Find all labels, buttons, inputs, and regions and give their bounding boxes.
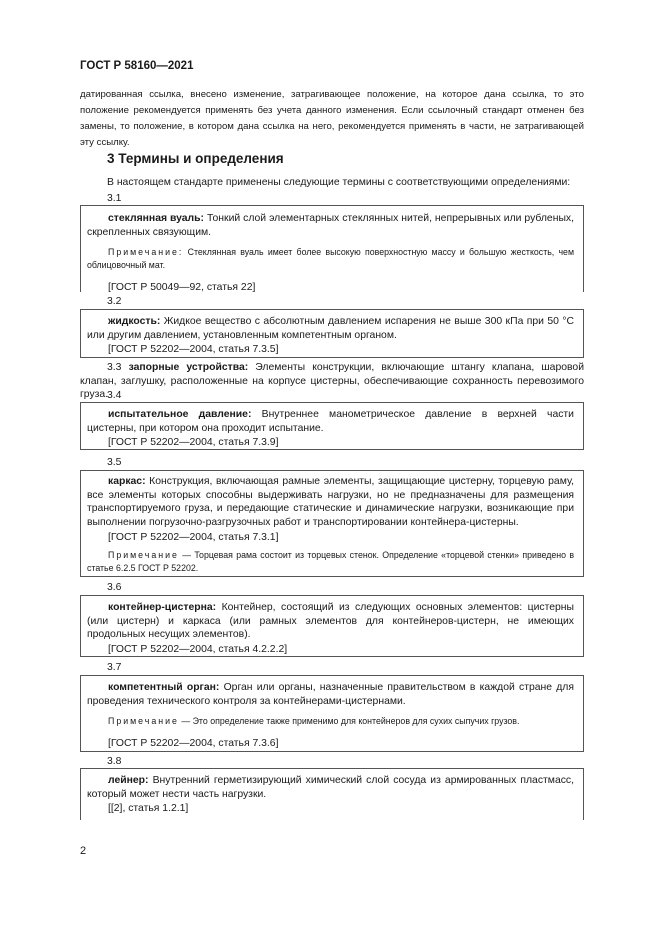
term-number: 3.7 xyxy=(107,662,122,673)
term-box-3-2 xyxy=(80,309,584,358)
term-name: компетентный орган: xyxy=(108,682,220,693)
note-label: Примечание xyxy=(108,716,179,726)
intro-paragraph: датированная ссылка, внесено изменение, затрагивающее положение, на которое дана ссылка, то это положение рекомендуется применять без учета данного изменения. Если ссылочный стандарт отменен без замены, то положение, в котором дана ссылка на него, рекомендуется применять в части, не затрагивающей эту ссылку. xyxy=(80,89,584,148)
note-label: Примечание: xyxy=(108,247,184,257)
definition-text: Жидкое вещество с абсолютным давлением испарения не выше 300 кПа при 50 °С или другим давлением, установленным компетентным органом. xyxy=(87,316,574,341)
term-source: [ГОСТ Р 52202—2004, статья 4.2.2.2] xyxy=(108,643,288,655)
term-3-3 xyxy=(80,361,584,402)
term-name: контейнер-цистерна: xyxy=(108,602,217,613)
term-definition xyxy=(87,601,574,642)
definition-text: Конструкция, включающая рамные элементы, защищающие цистерну, торцевую раму, все элементы которых способны выдерживать нагрузки, но не предназначены для размещения транспортируемого груза, и передающие статические и динамические нагрузки, возникающие при выполнении погрузочно-разгрузочных работ и транспортировании контейнера-цистерны. xyxy=(87,476,574,528)
definition-text: Внутренний герметизирующий химический слой сосуда из армированных пластмасс, который может нести часть нагрузки. xyxy=(87,775,574,800)
term-source: [ГОСТ Р 52202—2004, статья 7.3.1] xyxy=(108,532,279,543)
term-number: 3.2 xyxy=(107,296,122,307)
page-number: 2 xyxy=(80,845,87,857)
document-header: ГОСТ Р 58160—2021 xyxy=(80,60,194,72)
section-lead: В настоящем стандарте применены следующие термины с соответствующими определениями: xyxy=(107,177,571,188)
term-number: 3.5 xyxy=(107,457,122,468)
term-box-3-5 xyxy=(80,470,584,577)
term-number: 3.3 xyxy=(107,362,122,373)
term-box-3-4 xyxy=(80,402,584,450)
term-definition xyxy=(87,315,574,342)
term-definition xyxy=(87,681,574,708)
term-box-3-7 xyxy=(80,675,584,752)
term-name: лейнер: xyxy=(108,775,149,786)
term-name: каркас: xyxy=(108,476,146,487)
term-number: 3.8 xyxy=(107,756,122,767)
term-definition xyxy=(87,774,574,801)
term-source: [ГОСТ Р 50049—92, статья 22] xyxy=(108,282,256,293)
term-note xyxy=(87,246,574,272)
section-title: 3 Термины и определения xyxy=(107,151,284,166)
term-source: [ГОСТ Р 52202—2004, статья 7.3.6] xyxy=(108,738,279,749)
definition-text: Внутреннее манометрическое давление в верхней части цистерны, при котором она проходит испытание. xyxy=(87,409,574,434)
note-label: Примечание xyxy=(108,549,179,560)
term-box-3-1 xyxy=(80,205,584,292)
definition-text: Элементы конструкции, включающие штангу клапана, шаровой клапан, заглушку, расположенные на корпусе цистерны, обеспечивающие сохранность перевозимого груза. xyxy=(80,362,585,400)
term-box-3-8 xyxy=(80,768,584,820)
term-source: [[2], статья 1.2.1] xyxy=(108,803,189,814)
term-name: стеклянная вуаль: xyxy=(108,213,204,224)
definition-text: Орган или органы, назначенные правительством в каждой стране для проведения технического контроля за контейнерами-цистернами. xyxy=(87,682,574,707)
term-source: [ГОСТ Р 52202—2004, статья 7.3.5] xyxy=(108,344,279,355)
term-definition xyxy=(87,408,574,435)
note-text: — Торцевая рама состоит из торцевых стенок. Определение «торцевой стенки» приведено в статье 6.2.5 ГОСТ Р 52202. xyxy=(87,549,574,573)
term-name: запорные устройства: xyxy=(128,362,249,373)
term-source: [ГОСТ Р 52202—2004, статья 7.3.9] xyxy=(108,437,279,448)
term-definition xyxy=(87,212,574,239)
note-text: — Это определение также применимо для контейнеров для сухих сыпучих грузов. xyxy=(178,716,520,726)
definition-text: Тонкий слой элементарных стеклянных нитей, непрерывных или рубленых, скрепленных связующим. xyxy=(87,213,574,238)
term-number: 3.1 xyxy=(107,193,122,204)
term-number: 3.4 xyxy=(107,390,122,401)
term-name: жидкость: xyxy=(108,316,161,327)
note-text: Стеклянная вуаль имеет более высокую поверхностную массу и большую жесткость, чем облицовочный мат. xyxy=(87,247,574,270)
term-box-3-6 xyxy=(80,595,584,657)
term-definition xyxy=(87,475,574,529)
term-number: 3.6 xyxy=(107,582,122,593)
definition-text: Контейнер, состоящий из следующих основных элементов: цистерны (или цистерн) и каркаса (или рамных элементов для контейнеров-цистерн, не имеющих продольных несущих элементов). xyxy=(87,602,574,640)
term-note xyxy=(87,715,574,728)
term-note xyxy=(87,549,574,575)
term-name: испытательное давление: xyxy=(108,409,252,420)
